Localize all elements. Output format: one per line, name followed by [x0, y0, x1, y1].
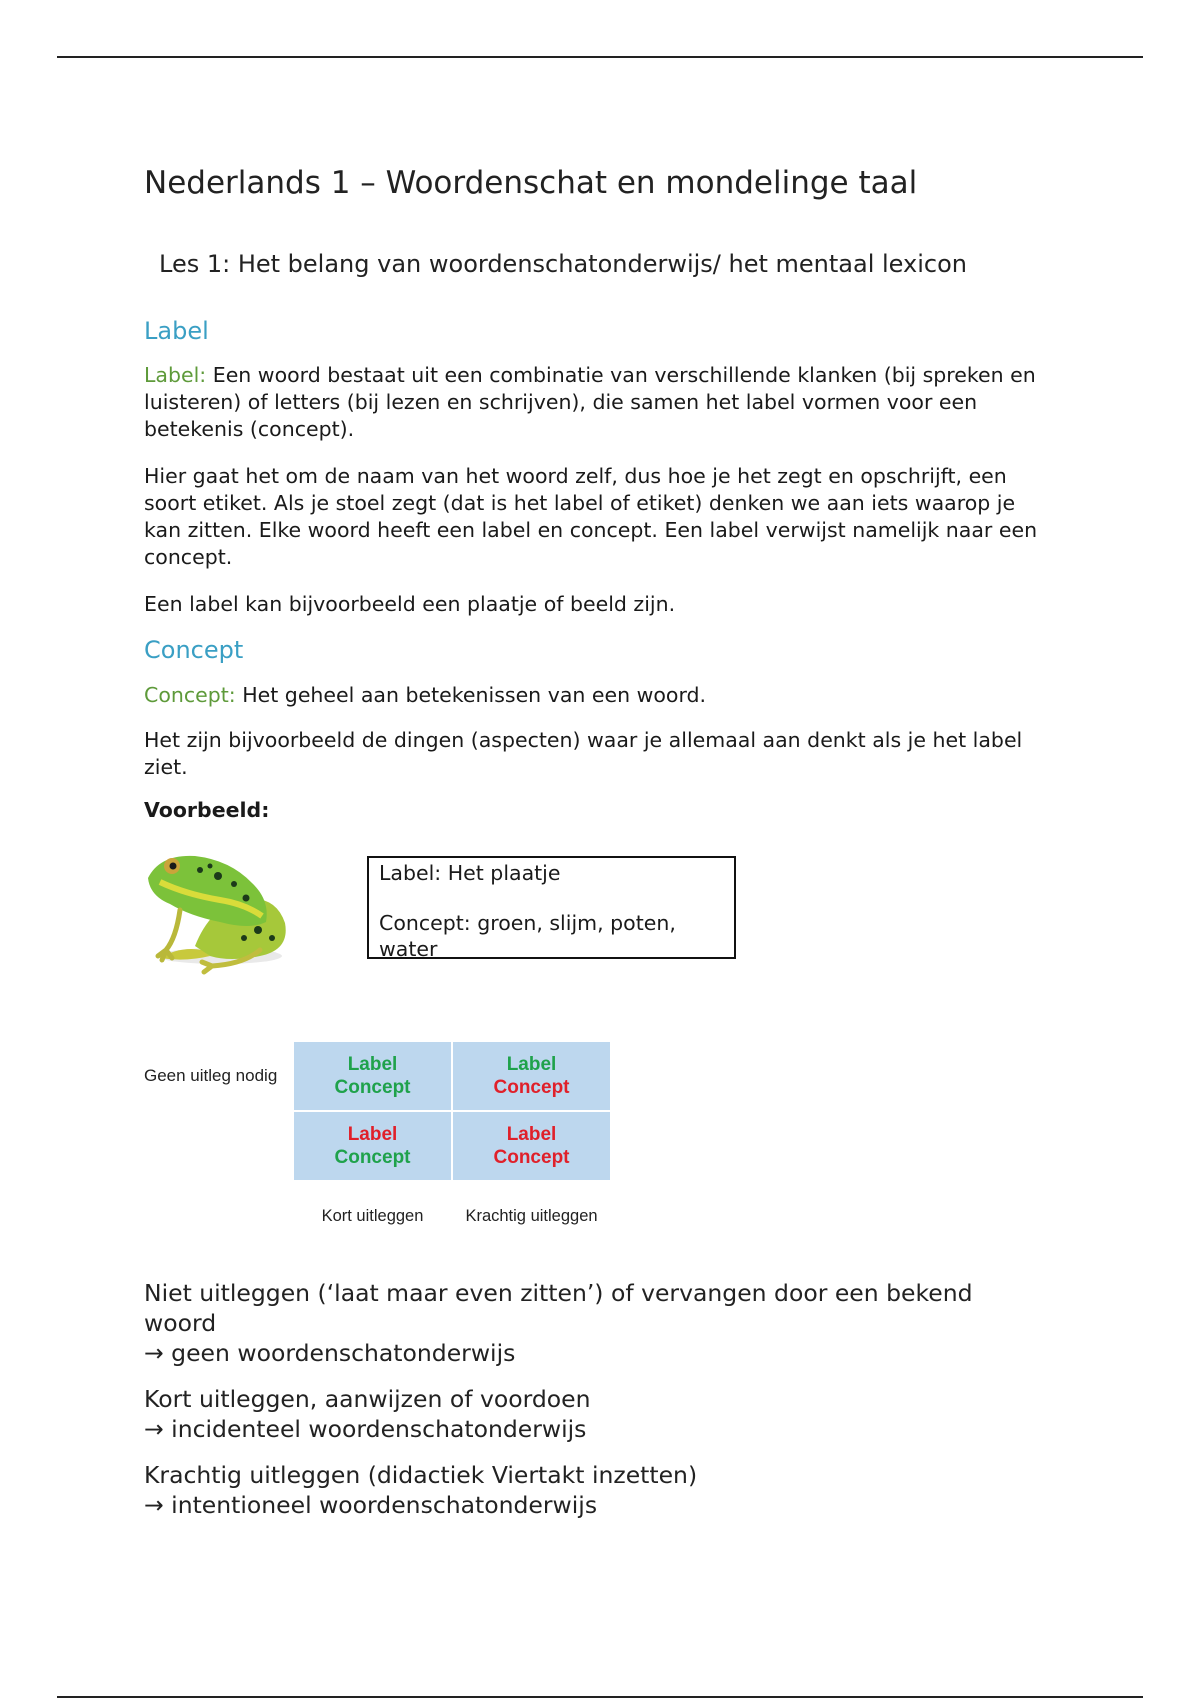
grid-axis-right: Krachtig uitleggen — [465, 1207, 598, 1225]
lesson-heading: Les 1: Het belang van woordenschatonderwijs/ het mentaal lexicon — [159, 250, 967, 278]
grid-cell-label: Label — [347, 1124, 398, 1145]
grid-axis-left: Kort uitleggen — [321, 1207, 424, 1225]
outcome-incidental — [144, 1384, 1044, 1444]
top-rule — [57, 56, 1143, 58]
grid-cell-label: Label — [506, 1054, 557, 1075]
frog-image — [140, 838, 295, 978]
label-paragraph-3: Een label kan bijvoorbeeld een plaatje of beeld zijn. — [144, 592, 676, 616]
outcome-result: → intentioneel woordenschatonderwijs — [144, 1491, 598, 1519]
grid-cell-unknown-known — [294, 1112, 451, 1180]
outcome-line: Krachtig uitleggen (didactiek Viertakt inzetten) — [144, 1461, 698, 1489]
outcome-result: → incidenteel woordenschatonderwijs — [144, 1415, 587, 1443]
outcome-result: → geen woordenschatonderwijs — [144, 1339, 516, 1367]
grid-cell-known-known — [294, 1042, 451, 1110]
label-definition — [144, 362, 1044, 443]
label-term: Label: — [144, 363, 207, 387]
grid-side-label: Geen uitleg nodig — [144, 1066, 278, 1085]
bottom-rule — [57, 1696, 1143, 1698]
grid-cell-unknown-unknown — [453, 1112, 610, 1180]
concept-definition — [144, 682, 1044, 709]
example-box — [367, 856, 736, 959]
example-label-line: Label: Het plaatje — [379, 861, 561, 885]
outcome-line: Kort uitleggen, aanwijzen of voordoen — [144, 1385, 591, 1413]
outcome-none — [144, 1278, 1044, 1368]
document-title: Nederlands 1 – Woordenschat en mondelinge taal — [144, 165, 918, 201]
grid-cell-label: Label — [347, 1054, 398, 1075]
concept-paragraph-2: Het zijn bijvoorbeeld de dingen (aspecten) waar je allemaal aan denkt als je het label ziet. — [144, 728, 1023, 779]
label-heading: Label — [144, 317, 209, 345]
example-heading: Voorbeeld: — [144, 798, 270, 822]
example-concept-line: Concept: groen, slijm, poten, water — [379, 911, 676, 961]
label-definition-text: Een woord bestaat uit een combinatie van verschillende klanken (bij spreken en luisteren) of letters (bij lezen en schrijven), die samen het label vormen voor een betekenis (concept). — [144, 363, 1036, 441]
concept-heading: Concept — [144, 636, 244, 664]
grid-cell-concept: Concept — [493, 1147, 570, 1168]
grid-cell-known-unknown — [453, 1042, 610, 1110]
concept-definition-text: Het geheel aan betekenissen van een woord. — [235, 683, 707, 707]
outcome-intentional — [144, 1460, 1044, 1520]
outcome-line: Niet uitleggen (‘laat maar even zitten’) of vervangen door een bekend woord — [144, 1279, 973, 1337]
grid-cell-concept: Concept — [493, 1077, 570, 1098]
concept-term: Concept: — [144, 683, 236, 707]
grid-cell-concept: Concept — [334, 1077, 411, 1098]
label-paragraph-2: Hier gaat het om de naam van het woord zelf, dus hoe je het zegt en opschrijft, een soort etiket. Als je stoel zegt (dat is het label of etiket) denken we aan iets waarop je kan zitten. Elke woord heeft een label en concept. Een label verwijst namelijk naar een concept. — [144, 464, 1038, 569]
grid-cell-concept: Concept — [334, 1147, 411, 1168]
grid-cell-label: Label — [506, 1124, 557, 1145]
